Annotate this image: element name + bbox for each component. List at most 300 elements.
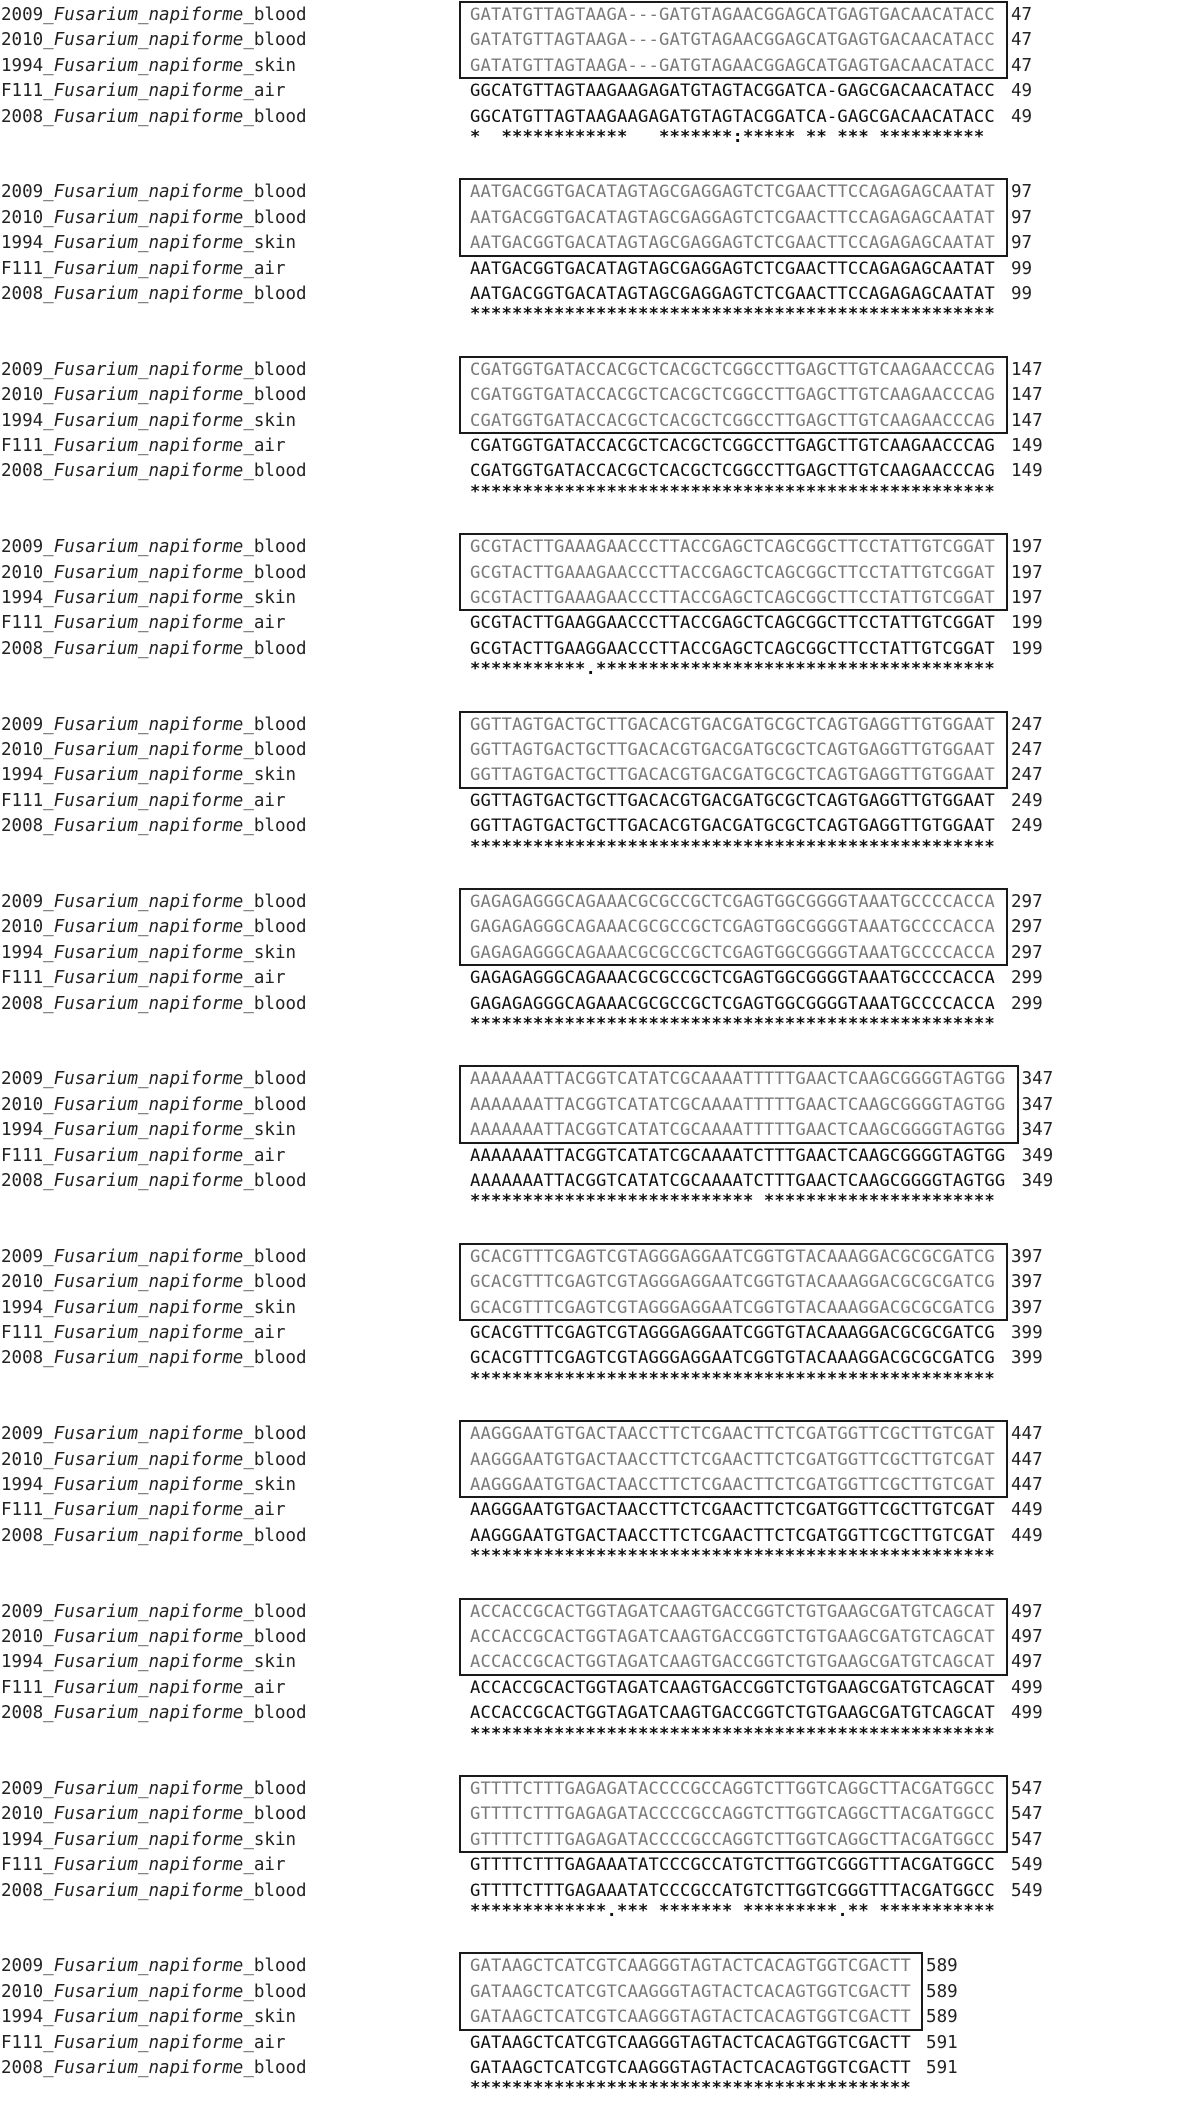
position-count: 47 — [1011, 30, 1033, 51]
label-suffix: _blood — [243, 1348, 307, 1369]
sequence-text: GAGAGAGGGCAGAAACGCGCCGCTCGAGTGGCGGGGTAAATGCCCCACCA — [470, 942, 995, 963]
label-species: Fusarium_napiforme — [53, 182, 244, 203]
label-prefix: 2008_ — [1, 106, 54, 127]
sequence-label — [1, 409, 459, 434]
sequence-row — [0, 2031, 1200, 2056]
label-prefix: 1994_ — [1, 1652, 54, 1673]
label-prefix: 2009_ — [1, 359, 54, 380]
label-suffix: _air — [243, 1500, 286, 1521]
label-species: Fusarium_napiforme — [53, 1525, 244, 1546]
label-species: Fusarium_napiforme — [53, 1449, 244, 1470]
position-count: 99 — [1011, 283, 1033, 304]
sequence-row — [0, 54, 1200, 79]
position-count: 299 — [1011, 993, 1043, 1014]
label-suffix: _blood — [243, 892, 307, 912]
label-species: Fusarium_napiforme — [53, 1500, 244, 1521]
sequence-row — [0, 1270, 1200, 1295]
sequence-label — [1, 1473, 459, 1498]
label-species: Fusarium_napiforme — [53, 562, 244, 583]
label-suffix: _blood — [243, 816, 307, 837]
label-species: Fusarium_napiforme — [53, 1069, 244, 1090]
consensus-line: ************************************************** — [470, 481, 995, 502]
sequence-text: AAGGGAATGTGACTAACCTTCTCGAACTTCTCGATGGTTCGCTTGTCGAT — [470, 1424, 995, 1445]
label-suffix: _blood — [243, 283, 307, 304]
label-suffix: _blood — [243, 106, 307, 127]
label-suffix: _skin — [243, 2007, 297, 2028]
sequence-text: GATAAGCTCATCGTCAAGGGTAGTACTCACAGTGGTCGACTT — [470, 2007, 911, 2028]
sequence-text: GATAAGCTCATCGTCAAGGGTAGTACTCACAGTGGTCGACTT — [470, 1956, 911, 1977]
label-prefix: 1994_ — [1, 765, 54, 786]
label-prefix: F111_ — [1, 968, 54, 989]
label-suffix: _air — [243, 1322, 286, 1343]
label-suffix: _blood — [243, 1449, 307, 1470]
label-prefix: 2008_ — [1, 283, 54, 304]
alignment-block — [0, 1067, 1200, 1231]
label-suffix: _blood — [243, 359, 307, 380]
label-species: Fusarium_napiforme — [53, 106, 244, 127]
sequence-row — [0, 1498, 1200, 1523]
sequence-label — [1, 1650, 459, 1675]
sequence-label — [1, 1625, 459, 1650]
alignment-block — [0, 713, 1200, 877]
label-species: Fusarium_napiforme — [53, 892, 244, 912]
label-prefix: F111_ — [1, 1145, 54, 1166]
sequence-label — [1, 1270, 459, 1295]
sequence-text: AAAAAAATTACGGTCATATCGCAAAATTTTTGAACTCAAGCGGGGTAGTGG — [470, 1069, 1006, 1090]
label-prefix: 2010_ — [1, 1981, 54, 2002]
sequence-text: GGCATGTTAGTAAGAAGAGATGTAGTACGGATCA-GAGCGACAACATACC — [470, 81, 995, 102]
sequence-label — [1, 1093, 459, 1118]
position-count: 249 — [1011, 790, 1043, 811]
position-count: 197 — [1011, 537, 1043, 558]
label-suffix: _skin — [243, 942, 297, 963]
sequence-label — [1, 713, 459, 738]
label-prefix: 1994_ — [1, 1120, 54, 1141]
alignment-block — [0, 1245, 1200, 1409]
label-prefix: F111_ — [1, 81, 54, 102]
sequence-label — [1, 941, 459, 966]
position-count: 299 — [1011, 968, 1043, 989]
label-suffix: _skin — [243, 55, 297, 76]
sequence-label — [1, 1169, 459, 1194]
sequence-text: GAGAGAGGGCAGAAACGCGCCGCTCGAGTGGCGGGGTAAATGCCCCACCA — [470, 968, 995, 989]
sequence-text: GATAAGCTCATCGTCAAGGGTAGTACTCACAGTGGTCGACTT — [470, 2057, 911, 2078]
sequence-row — [0, 1676, 1200, 1701]
label-prefix: 2008_ — [1, 993, 54, 1014]
label-species: Fusarium_napiforme — [53, 1703, 244, 1724]
sequence-label — [1, 611, 459, 636]
position-count: 589 — [926, 2007, 958, 2028]
label-prefix: 2009_ — [1, 5, 54, 25]
sequence-row — [0, 3, 1200, 28]
label-species: Fusarium_napiforme — [53, 30, 244, 51]
label-prefix: 2009_ — [1, 1956, 54, 1977]
label-prefix: 1994_ — [1, 1297, 54, 1318]
label-suffix: _blood — [243, 1424, 307, 1445]
label-suffix: _blood — [243, 2057, 307, 2078]
label-prefix: 1994_ — [1, 55, 54, 76]
sequence-row — [0, 1296, 1200, 1321]
sequence-label — [1, 738, 459, 763]
alignment-block — [0, 1777, 1200, 1941]
sequence-row — [0, 1650, 1200, 1675]
sequence-label — [1, 180, 459, 205]
position-count: 447 — [1011, 1474, 1043, 1495]
label-suffix: _blood — [243, 385, 307, 406]
position-count: 549 — [1011, 1855, 1043, 1876]
position-count: 591 — [926, 2032, 958, 2053]
alignment-block — [0, 1954, 1200, 2118]
sequence-text: GCACGTTTCGAGTCGTAGGGAGGAATCGGTGTACAAAGGACGCGCGATCG — [470, 1246, 995, 1267]
sequence-row — [0, 1422, 1200, 1447]
sequence-row — [0, 763, 1200, 788]
sequence-row — [0, 1980, 1200, 2005]
label-prefix: F111_ — [1, 613, 54, 634]
sequence-row — [0, 941, 1200, 966]
label-suffix: _blood — [243, 537, 307, 558]
position-count: 549 — [1011, 1880, 1043, 1901]
label-prefix: 1994_ — [1, 233, 54, 254]
consensus-line: *************.*** ******* *********.** *********** — [470, 1901, 995, 1921]
label-species: Fusarium_napiforme — [53, 968, 244, 989]
label-suffix: _blood — [243, 714, 307, 735]
sequence-row — [0, 383, 1200, 408]
label-suffix: _air — [243, 1855, 286, 1876]
sequence-text: GAGAGAGGGCAGAAACGCGCCGCTCGAGTGGCGGGGTAAATGCCCCACCA — [470, 993, 995, 1014]
sequence-text: GATATGTTAGTAAGA---GATGTAGAACGGAGCATGAGTGACAACATACC — [470, 5, 995, 25]
sequence-label — [1, 54, 459, 79]
sequence-text: GCGTACTTGAAAGAACCCTTACCGAGCTCAGCGGCTTCCTATTGTCGGAT — [470, 537, 995, 558]
position-count: 47 — [1011, 55, 1033, 76]
label-species: Fusarium_napiforme — [53, 765, 244, 786]
label-species: Fusarium_napiforme — [53, 1652, 244, 1673]
label-suffix: _blood — [243, 1069, 307, 1090]
alignment-block — [0, 180, 1200, 344]
sequence-label — [1, 992, 459, 1017]
sequence-label — [1, 1980, 459, 2005]
alignment-block — [0, 358, 1200, 522]
label-species: Fusarium_napiforme — [53, 1297, 244, 1318]
label-prefix: 2010_ — [1, 1094, 54, 1115]
label-prefix: 2009_ — [1, 1246, 54, 1267]
consensus-line: ************************************************** — [470, 836, 995, 857]
consensus-line: ************************************************** — [470, 304, 995, 325]
sequence-label — [1, 1118, 459, 1143]
sequence-text: AATGACGGTGACATAGTAGCGAGGAGTCTCGAACTTCCAGAGAGCAATAT — [470, 258, 995, 279]
sequence-text: AAAAAAATTACGGTCATATCGCAAAATTTTTGAACTCAAGCGGGGTAGTGG — [470, 1094, 1006, 1115]
position-count: 447 — [1011, 1424, 1043, 1445]
alignment-block — [0, 890, 1200, 1054]
label-species: Fusarium_napiforme — [53, 1424, 244, 1445]
sequence-label — [1, 890, 459, 915]
position-count: 499 — [1011, 1703, 1043, 1724]
label-suffix: _blood — [243, 1525, 307, 1546]
label-prefix: 1994_ — [1, 1829, 54, 1850]
consensus-line: ****************************************** — [470, 2078, 911, 2099]
label-prefix: F111_ — [1, 1855, 54, 1876]
label-species: Fusarium_napiforme — [53, 993, 244, 1014]
label-prefix: 2009_ — [1, 537, 54, 558]
label-prefix: 1994_ — [1, 942, 54, 963]
sequence-text: GGTTAGTGACTGCTTGACACGTGACGATGCGCTCAGTGAGGTTGTGGAAT — [470, 714, 995, 735]
sequence-row — [0, 1625, 1200, 1650]
sequence-text: AAAAAAATTACGGTCATATCGCAAAATCTTTGAACTCAAGCGGGGTAGTGG — [470, 1145, 1006, 1166]
sequence-label — [1, 383, 459, 408]
label-prefix: F111_ — [1, 790, 54, 811]
label-suffix: _blood — [243, 1981, 307, 2002]
position-count: 497 — [1011, 1652, 1043, 1673]
sequence-label — [1, 915, 459, 940]
label-species: Fusarium_napiforme — [53, 537, 244, 558]
sequence-row — [0, 713, 1200, 738]
label-species: Fusarium_napiforme — [53, 1804, 244, 1825]
consensus-line: ************************************************** — [470, 1368, 995, 1389]
sequence-label — [1, 1144, 459, 1169]
label-prefix: 2009_ — [1, 714, 54, 735]
position-count: 447 — [1011, 1449, 1043, 1470]
label-species: Fusarium_napiforme — [53, 816, 244, 837]
label-prefix: 2008_ — [1, 1348, 54, 1369]
sequence-label — [1, 1296, 459, 1321]
position-count: 497 — [1011, 1601, 1043, 1622]
label-prefix: 2010_ — [1, 562, 54, 583]
sequence-row — [0, 2005, 1200, 2030]
label-suffix: _skin — [243, 587, 297, 608]
sequence-row — [0, 1321, 1200, 1346]
sequence-text: GAGAGAGGGCAGAAACGCGCCGCTCGAGTGGCGGGGTAAATGCCCCACCA — [470, 892, 995, 912]
sequence-text: CGATGGTGATACCACGCTCACGCTCGGCCTTGAGCTTGTCAAGAACCCAG — [470, 385, 995, 406]
label-species: Fusarium_napiforme — [53, 1145, 244, 1166]
position-count: 149 — [1011, 461, 1043, 482]
sequence-row — [0, 915, 1200, 940]
sequence-text: AAGGGAATGTGACTAACCTTCTCGAACTTCTCGATGGTTCGCTTGTCGAT — [470, 1500, 995, 1521]
sequence-text: GCACGTTTCGAGTCGTAGGGAGGAATCGGTGTACAAAGGACGCGCGATCG — [470, 1297, 995, 1318]
sequence-text: CGATGGTGATACCACGCTCACGCTCGGCCTTGAGCTTGTCAAGAACCCAG — [470, 410, 995, 431]
sequence-row — [0, 1777, 1200, 1802]
sequence-row — [0, 789, 1200, 814]
label-species: Fusarium_napiforme — [53, 359, 244, 380]
sequence-row — [0, 966, 1200, 991]
sequence-text: GATATGTTAGTAAGA---GATGTAGAACGGAGCATGAGTGACAACATACC — [470, 30, 995, 51]
label-suffix: _skin — [243, 765, 297, 786]
label-suffix: _blood — [243, 461, 307, 482]
position-count: 347 — [1021, 1120, 1054, 1141]
sequence-row — [0, 1144, 1200, 1169]
label-prefix: 2008_ — [1, 1170, 54, 1191]
sequence-text: ACCACCGCACTGGTAGATCAAGTGACCGGTCTGTGAAGCGATGTCAGCAT — [470, 1626, 995, 1647]
position-count: 297 — [1011, 917, 1043, 938]
position-count: 47 — [1011, 5, 1033, 25]
label-species: Fusarium_napiforme — [53, 283, 244, 304]
sequence-row — [0, 1245, 1200, 1270]
sequence-text: AATGACGGTGACATAGTAGCGAGGAGTCTCGAACTTCCAGAGAGCAATAT — [470, 207, 995, 228]
label-species: Fusarium_napiforme — [53, 1829, 244, 1850]
sequence-row — [0, 79, 1200, 104]
label-prefix: 2009_ — [1, 182, 54, 203]
position-count: 397 — [1011, 1246, 1043, 1267]
sequence-row — [0, 257, 1200, 282]
label-prefix: 2009_ — [1, 1779, 54, 1799]
sequence-row — [0, 611, 1200, 636]
label-species: Fusarium_napiforme — [53, 233, 244, 254]
sequence-text: GCGTACTTGAAGGAACCCTTACCGAGCTCAGCGGCTTCCTATTGTCGGAT — [470, 638, 995, 659]
position-count: 297 — [1011, 892, 1043, 912]
sequence-label — [1, 1245, 459, 1270]
sequence-text: GTTTTCTTTGAGAGATACCCCGCCAGGTCTTGGTCAGGCTTACGATGGCC — [470, 1829, 995, 1850]
position-count: 297 — [1011, 942, 1043, 963]
sequence-label — [1, 2005, 459, 2030]
label-prefix: 2009_ — [1, 1069, 54, 1090]
sequence-row — [0, 1954, 1200, 1979]
label-suffix: _blood — [243, 207, 307, 228]
position-count: 247 — [1011, 714, 1043, 735]
consensus-line: ************************************************** — [470, 1014, 995, 1034]
alignment-block — [0, 1422, 1200, 1586]
consensus-line: * ************ *******:***** ** *** ********** — [470, 127, 985, 147]
sequence-text: GCACGTTTCGAGTCGTAGGGAGGAATCGGTGTACAAAGGACGCGCGATCG — [470, 1322, 995, 1343]
label-species: Fusarium_napiforme — [53, 1956, 244, 1977]
position-count: 399 — [1011, 1322, 1043, 1343]
label-suffix: _air — [243, 258, 286, 279]
sequence-label — [1, 1321, 459, 1346]
position-count: 547 — [1011, 1804, 1043, 1825]
sequence-label — [1, 257, 459, 282]
sequence-label — [1, 966, 459, 991]
sequence-text: GCGTACTTGAAAGAACCCTTACCGAGCTCAGCGGCTTCCTATTGTCGGAT — [470, 562, 995, 583]
label-species: Fusarium_napiforme — [53, 1601, 244, 1622]
sequence-row — [0, 586, 1200, 611]
sequence-label — [1, 1701, 459, 1726]
sequence-label — [1, 434, 459, 459]
label-suffix: _blood — [243, 562, 307, 583]
sequence-text: GATAAGCTCATCGTCAAGGGTAGTACTCACAGTGGTCGACTT — [470, 1981, 911, 2002]
sequence-row — [0, 1802, 1200, 1827]
label-suffix: _air — [243, 1677, 286, 1698]
label-species: Fusarium_napiforme — [53, 1677, 244, 1698]
alignment-block — [0, 535, 1200, 699]
sequence-label — [1, 1777, 459, 1802]
label-species: Fusarium_napiforme — [53, 81, 244, 102]
sequence-text: GGTTAGTGACTGCTTGACACGTGACGATGCGCTCAGTGAGGTTGTGGAAT — [470, 790, 995, 811]
sequence-text: GATATGTTAGTAAGA---GATGTAGAACGGAGCATGAGTGACAACATACC — [470, 55, 995, 76]
sequence-text: AAGGGAATGTGACTAACCTTCTCGAACTTCTCGATGGTTCGCTTGTCGAT — [470, 1525, 995, 1546]
position-count: 247 — [1011, 739, 1043, 760]
label-species: Fusarium_napiforme — [53, 790, 244, 811]
sequence-row — [0, 1093, 1200, 1118]
sequence-row — [0, 1853, 1200, 1878]
label-species: Fusarium_napiforme — [53, 1120, 244, 1141]
sequence-text: GCACGTTTCGAGTCGTAGGGAGGAATCGGTGTACAAAGGACGCGCGATCG — [470, 1348, 995, 1369]
sequence-label — [1, 789, 459, 814]
label-prefix: F111_ — [1, 2032, 54, 2053]
sequence-label — [1, 1954, 459, 1979]
label-suffix: _air — [243, 2032, 286, 2053]
position-count: 149 — [1011, 435, 1043, 456]
sequence-row — [0, 434, 1200, 459]
label-suffix: _blood — [243, 1804, 307, 1825]
label-prefix: F111_ — [1, 258, 54, 279]
position-count: 589 — [926, 1956, 958, 1977]
label-suffix: _skin — [243, 1297, 297, 1318]
sequence-text: GGCATGTTAGTAAGAAGAGATGTAGTACGGATCA-GAGCGACAACATACC — [470, 106, 995, 127]
label-species: Fusarium_napiforme — [53, 5, 244, 25]
sequence-label — [1, 231, 459, 256]
sequence-text: GCGTACTTGAAAGAACCCTTACCGAGCTCAGCGGCTTCCTATTGTCGGAT — [470, 587, 995, 608]
sequence-row — [0, 738, 1200, 763]
label-prefix: F111_ — [1, 435, 54, 456]
label-species: Fusarium_napiforme — [53, 1322, 244, 1343]
sequence-row — [0, 890, 1200, 915]
position-count: 449 — [1011, 1500, 1043, 1521]
position-count: 99 — [1011, 258, 1033, 279]
sequence-text: GGTTAGTGACTGCTTGACACGTGACGATGCGCTCAGTGAGGTTGTGGAAT — [470, 816, 995, 837]
sequence-text: GTTTTCTTTGAGAAATATCCCGCCATGTCTTGGTCGGGTTTACGATGGCC — [470, 1880, 995, 1901]
position-count: 397 — [1011, 1297, 1043, 1318]
sequence-label — [1, 105, 459, 130]
label-prefix: 2009_ — [1, 892, 54, 912]
label-suffix: _air — [243, 968, 286, 989]
label-species: Fusarium_napiforme — [53, 1348, 244, 1369]
label-suffix: _skin — [243, 233, 297, 254]
sequence-row — [0, 206, 1200, 231]
sequence-text: AAGGGAATGTGACTAACCTTCTCGAACTTCTCGATGGTTCGCTTGTCGAT — [470, 1449, 995, 1470]
sequence-text: CGATGGTGATACCACGCTCACGCTCGGCCTTGAGCTTGTCAAGAACCCAG — [470, 461, 995, 482]
sequence-text: GATAAGCTCATCGTCAAGGGTAGTACTCACAGTGGTCGACTT — [470, 2032, 911, 2053]
label-species: Fusarium_napiforme — [53, 1474, 244, 1495]
sequence-row — [0, 535, 1200, 560]
label-prefix: 2008_ — [1, 816, 54, 837]
label-suffix: _skin — [243, 410, 297, 431]
sequence-label — [1, 814, 459, 839]
sequence-label — [1, 28, 459, 53]
label-prefix: 1994_ — [1, 1474, 54, 1495]
sequence-label — [1, 79, 459, 104]
label-species: Fusarium_napiforme — [53, 1779, 244, 1799]
position-count: 199 — [1011, 613, 1043, 634]
label-species: Fusarium_napiforme — [53, 587, 244, 608]
sequence-label — [1, 1422, 459, 1447]
sequence-label — [1, 535, 459, 560]
label-prefix: 2008_ — [1, 638, 54, 659]
position-count: 247 — [1011, 765, 1043, 786]
label-suffix: _blood — [243, 182, 307, 203]
position-count: 49 — [1011, 106, 1033, 127]
sequence-label — [1, 1828, 459, 1853]
sequence-label — [1, 1067, 459, 1092]
sequence-label — [1, 206, 459, 231]
sequence-label — [1, 3, 459, 28]
sequence-row — [0, 180, 1200, 205]
label-suffix: _skin — [243, 1120, 297, 1141]
label-prefix: F111_ — [1, 1500, 54, 1521]
label-prefix: 2009_ — [1, 1424, 54, 1445]
label-species: Fusarium_napiforme — [53, 2057, 244, 2078]
sequence-row — [0, 409, 1200, 434]
sequence-row — [0, 231, 1200, 256]
label-prefix: 2010_ — [1, 1272, 54, 1293]
label-suffix: _blood — [243, 1246, 307, 1267]
sequence-row — [0, 1473, 1200, 1498]
label-species: Fusarium_napiforme — [53, 258, 244, 279]
position-count: 347 — [1021, 1069, 1054, 1090]
label-suffix: _blood — [243, 1880, 307, 1901]
label-prefix: 2009_ — [1, 1601, 54, 1622]
label-prefix: 2008_ — [1, 1880, 54, 1901]
position-count: 547 — [1011, 1829, 1043, 1850]
label-prefix: 2010_ — [1, 30, 54, 51]
label-prefix: F111_ — [1, 1677, 54, 1698]
label-species: Fusarium_napiforme — [53, 917, 244, 938]
